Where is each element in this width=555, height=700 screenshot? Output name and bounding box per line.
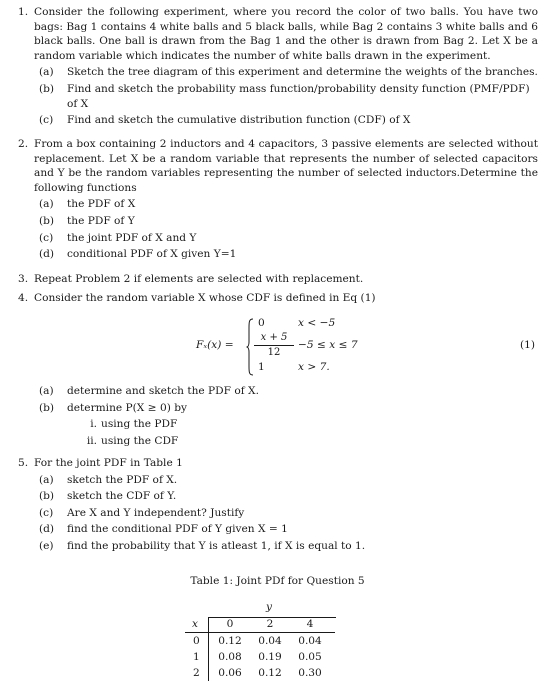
row-variable: x [192, 618, 198, 630]
part-text: Find and sketch the cumulative distribution function (CDF) of X [67, 114, 411, 127]
question-part [39, 113, 538, 128]
equation-lhs: Fₓ(x) = [196, 339, 234, 351]
part-text: the PDF of X [67, 198, 136, 211]
table-cell: 0.05 [298, 651, 322, 663]
table-cell: 0.12 [258, 667, 282, 679]
question-text: From a box containing 2 inductors and 4 capacitors, 3 passive elements are selected without replacement. Let X be a random variable that represents the number of selected capacitors and Y be the random variables representing the number of selected inductors.Determine the following functions [34, 138, 538, 194]
left-brace-icon [246, 318, 254, 376]
question-part [39, 247, 538, 262]
part-text: sketch the PDF of X. [67, 473, 178, 486]
subpart-text: using the PDF [101, 418, 178, 431]
column-variable: y [266, 601, 272, 613]
equation-number: (1) [519, 339, 535, 351]
table-vertical-rule [208, 617, 209, 681]
question-part [39, 214, 538, 229]
question-5 [18, 456, 538, 554]
question-number: 2. [18, 138, 29, 150]
part-label: (a) [39, 66, 54, 79]
part-text: conditional PDF of X given Y=1 [67, 248, 237, 261]
case-1-condition: x < −5 [298, 317, 336, 329]
part-label: (b) [39, 82, 55, 95]
subpart-text: using the CDF [101, 434, 179, 447]
table-cell: 0.12 [218, 635, 242, 647]
question-subpart [81, 417, 538, 432]
table-cell: 0.30 [298, 667, 322, 679]
part-label: (c) [39, 114, 54, 127]
case-3-condition: x > 7. [298, 361, 330, 373]
case-2-fraction [254, 332, 294, 359]
part-text: determine and sketch the PDF of X. [67, 385, 259, 397]
subpart-label: i. [90, 418, 97, 431]
question-part [39, 401, 538, 416]
case-2-condition: −5 ≤ x ≤ 7 [298, 339, 358, 351]
question-number: 5. [18, 457, 29, 469]
question-part [39, 539, 538, 554]
question-text: Repeat Problem 2 if elements are selected with replacement. [34, 273, 364, 285]
row-header: 0 [193, 635, 200, 647]
subpart-label: ii. [86, 434, 97, 447]
question-3 [18, 272, 538, 287]
part-label: (a) [39, 473, 54, 486]
part-label: (e) [39, 539, 54, 552]
question-number: 3. [18, 273, 29, 285]
question-text: Consider the following experiment, where you record the color of two balls. You have two bags: Bag 1 contains 4 white balls and 5 black balls, while Bag 2 contains 3 white balls and 6 black balls. One ball is drawn from the Bag 1 and the other is drawn from Bag 2. Let X be a random variable which indicates the number of white balls drawn in the experiment. [34, 6, 538, 62]
table-caption: Table 1: Joint PDf for Question 5 [190, 575, 365, 587]
question-part [39, 197, 538, 212]
part-text: find the probability that Y is atleast 1, if X is equal to 1. [67, 539, 366, 552]
question-part [39, 489, 538, 504]
question-text: Consider the random variable X whose CDF is defined in Eq (1) [34, 292, 376, 304]
row-header: 2 [193, 667, 200, 679]
part-text: the joint PDF of X and Y [67, 231, 197, 244]
question-text: For the joint PDF in Table 1 [34, 457, 183, 469]
fraction-numerator: x + 5 [254, 332, 294, 346]
case-3-value: 1 [258, 361, 265, 373]
question-1 [18, 5, 538, 128]
part-text: sketch the CDF of Y. [67, 490, 177, 503]
question-4-parts [18, 384, 538, 448]
part-label: (b) [39, 401, 55, 414]
question-part [39, 384, 538, 399]
question-2 [18, 137, 538, 262]
part-label: (d) [39, 523, 55, 536]
part-label: (b) [39, 214, 55, 227]
question-subpart [81, 434, 538, 449]
part-label: (d) [39, 248, 55, 261]
table-cell: 0.08 [218, 651, 242, 663]
part-label: (a) [39, 198, 54, 211]
part-text: Find and sketch the probability mass function/probability density function (PMF/PDF) of X [67, 82, 530, 110]
table-cell: 0.04 [298, 635, 322, 647]
fraction-denominator: 12 [267, 347, 281, 358]
table-cell: 0.19 [258, 651, 282, 663]
part-text: Sketch the tree diagram of this experiment and determine the weights of the branches. [67, 66, 538, 79]
question-part [39, 522, 538, 537]
question-part [39, 473, 538, 488]
question-4 [18, 291, 538, 306]
part-label: (b) [39, 490, 55, 503]
column-header: 0 [226, 618, 234, 630]
part-text: determine P(X ≥ 0) by [67, 401, 187, 414]
part-text: find the conditional PDF of Y given X = 1 [67, 523, 288, 536]
question-part [39, 65, 538, 80]
part-label: (c) [39, 506, 54, 519]
cdf-equation [190, 314, 535, 376]
question-part [39, 231, 538, 246]
column-header: 4 [306, 618, 314, 630]
column-header: 2 [266, 618, 274, 630]
row-header: 1 [193, 651, 200, 663]
part-label: (a) [39, 385, 54, 397]
question-part [39, 506, 538, 521]
case-1-value: 0 [258, 317, 265, 329]
part-text: the PDF of Y [67, 214, 135, 227]
part-text: Are X and Y independent? Justify [67, 506, 245, 519]
table-cell: 0.04 [258, 635, 282, 647]
question-number: 1. [18, 6, 29, 18]
part-label: (c) [39, 231, 54, 244]
question-part [39, 82, 538, 111]
question-number: 4. [18, 292, 29, 304]
table-cell: 0.06 [218, 667, 242, 679]
